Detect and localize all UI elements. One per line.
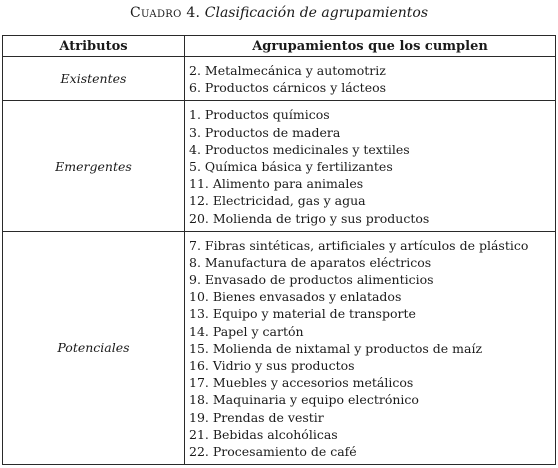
grouping-item: 2. Metalmecánica y automotriz [189,63,386,78]
header-row [3,36,556,57]
grouping-item: 5. Química básica y fertilizantes [189,158,393,174]
groupings-cell [185,101,556,231]
header-groupings: Agrupamientos que los cumplen [185,36,556,57]
groupings-cell [185,57,556,101]
header-attributes: Atributos [3,36,185,57]
grouping-item: 11. Alimento para animales [189,176,364,192]
grouping-item: 19. Prendas de vestir [189,409,324,425]
grouping-item: 12. Electricidad, gas y agua [189,193,366,209]
table-body [3,57,556,465]
grouping-item: 16. Vidrio y sus productos [189,358,355,373]
grouping-item: 10. Bienes envasados y enlatados [189,289,402,305]
grouping-item: 4. Productos medicinales y textiles [189,141,410,157]
grouping-item: 18. Maquinaria y equipo electrónico [189,392,419,408]
grouping-item: 3. Productos de madera [189,124,341,140]
table-row [3,231,556,464]
grouping-item: 6. Productos cárnicos y lácteos [189,80,387,96]
grouping-item: 13. Equipo y material de transporte [189,306,416,322]
grouping-item: 14. Papel y cartón [189,323,304,339]
groupings-cell [185,231,556,464]
groupings-list [185,232,555,464]
grouping-item: 1. Productos químicos [189,107,330,123]
grouping-item: 9. Envasado de productos alimenticios [189,272,434,288]
attribute-cell: Emergentes [3,101,185,231]
grouping-item: 8. Manufactura de aparatos eléctricos [189,254,432,270]
grouping-item: 7. Fibras sintéticas, artificiales y artículos de plástico [189,237,529,253]
grouping-item: 15. Molienda de nixtamal y productos de maíz [189,340,483,356]
groupings-list [185,101,555,230]
grouping-item: 20. Molienda de trigo y sus productos [189,210,430,226]
groupings-list [185,57,555,100]
grouping-item: 21. Bebidas alcohólicas [189,426,338,442]
attribute-cell: Existentes [3,57,185,101]
classification-table [2,35,556,465]
caption-title: Clasificación de agrupamientos [204,5,429,21]
grouping-item: 22. Procesamiento de café [189,443,357,459]
table-row [3,57,556,101]
table-row [3,101,556,231]
table-caption [0,4,558,22]
attribute-cell: Potenciales [3,231,185,464]
grouping-item: 17. Muebles y accesorios metálicos [189,375,414,391]
caption-prefix: Cuadro 4. [129,5,201,21]
